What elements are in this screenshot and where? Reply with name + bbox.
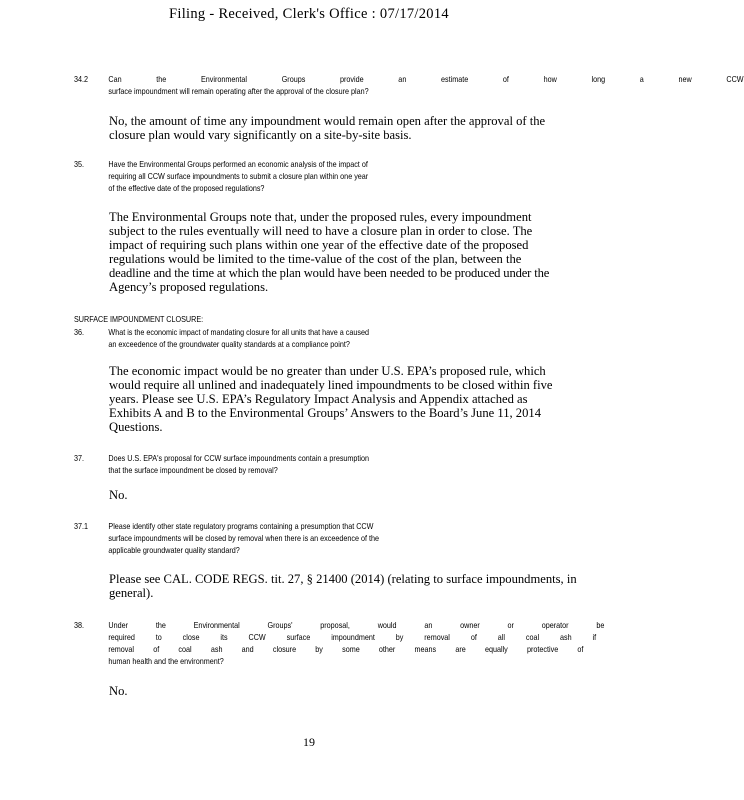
question-line: What is the economic impact of mandating closure for all units that have a caused xyxy=(108,327,370,337)
answer-line: would require all unlined and inadequately lined impoundments to be closed within five xyxy=(109,378,553,392)
question-line: removal of coal ash and closure by some other means are equally protective of xyxy=(108,644,584,654)
answer-line: Exhibits A and B to the Environmental Groups’ Answers to the Board’s June 11, 2014 xyxy=(109,406,541,420)
page-number: 19 xyxy=(303,735,315,749)
question-number: 37. xyxy=(74,453,85,463)
question-line: required to close its CCW surface impoundment by removal of all coal ash if xyxy=(108,632,597,642)
answer-line: The Environmental Groups note that, under the proposed rules, every impoundment xyxy=(109,210,532,224)
answer-35 xyxy=(109,210,549,294)
section-heading: SURFACE IMPOUNDMENT CLOSURE: xyxy=(74,314,204,324)
question-line: Can the Environmental Groups provide an estimate of how long a new CCW xyxy=(108,74,744,84)
answer-line: general). xyxy=(109,586,154,600)
question-line: surface impoundment will remain operating after the approval of the closure plan? xyxy=(108,86,369,96)
question-line: applicable groundwater quality standard? xyxy=(108,545,240,555)
question-number: 36. xyxy=(74,327,85,337)
answer-line: Please see CAL. CODE REGS. tit. 27, § 21400 (2014) (relating to surface impoundments, in xyxy=(109,572,577,586)
question-line: an exceedence of the groundwater quality standards at a compliance point? xyxy=(108,339,350,349)
question-line: Does U.S. EPA's proposal for CCW surface impoundments contain a presumption xyxy=(108,453,370,463)
answer-line: years. Please see U.S. EPA’s Regulatory Impact Analysis and Appendix attached as xyxy=(109,392,528,406)
answer-36 xyxy=(109,364,552,434)
answer-line: No. xyxy=(109,684,128,698)
answer-line: impact of requiring such plans within one year of the effective date of the proposed xyxy=(109,238,529,252)
answer-line: Agency’s proposed regulations. xyxy=(109,280,269,294)
question-line: that the surface impoundment be closed by removal? xyxy=(108,465,278,475)
question-line: Under the Environmental Groups' proposal, would an owner or operator be xyxy=(108,620,605,630)
question-number: 35. xyxy=(74,159,85,169)
answer-line: The economic impact would be no greater than under U.S. EPA’s proposed rule, which xyxy=(109,364,546,378)
answer-37 xyxy=(109,488,128,502)
answer-38 xyxy=(109,684,128,698)
question-line: human health and the environment? xyxy=(108,656,224,666)
answer-line: No. xyxy=(109,488,128,502)
question-line: of the effective date of the proposed regulations? xyxy=(108,183,265,193)
question-number: 34.2 xyxy=(74,74,89,84)
question-number: 37.1 xyxy=(74,521,89,531)
question-line: Have the Environmental Groups performed an economic analysis of the impact of xyxy=(108,159,368,169)
question-line: surface impoundments will be closed by removal when there is an exceedence of the xyxy=(108,533,380,543)
answer-34-2 xyxy=(109,114,545,142)
answer-line: subject to the rules eventually will need to have a closure plan in order to close. The xyxy=(109,224,533,238)
question-line: requiring all CCW surface impoundments to submit a closure plan within one year xyxy=(108,171,369,181)
question-line: Please identify other state regulatory programs containing a presumption that CCW xyxy=(108,521,374,531)
answer-37-1 xyxy=(109,572,577,600)
answer-line: closure plan would vary significantly on a site-by-site basis. xyxy=(109,128,412,142)
answer-line: deadline and the time at which the plan would have been needed to be produced under the xyxy=(109,266,550,280)
answer-line: regulations would be limited to the time-value of the cost of the plan, between the xyxy=(109,252,522,266)
answer-line: No, the amount of time any impoundment would remain open after the approval of the xyxy=(109,114,546,128)
answer-line: Questions. xyxy=(109,420,163,434)
question-number: 38. xyxy=(74,620,85,630)
filing-header: Filing - Received, Clerk's Office : 07/17/2014 xyxy=(169,6,449,22)
